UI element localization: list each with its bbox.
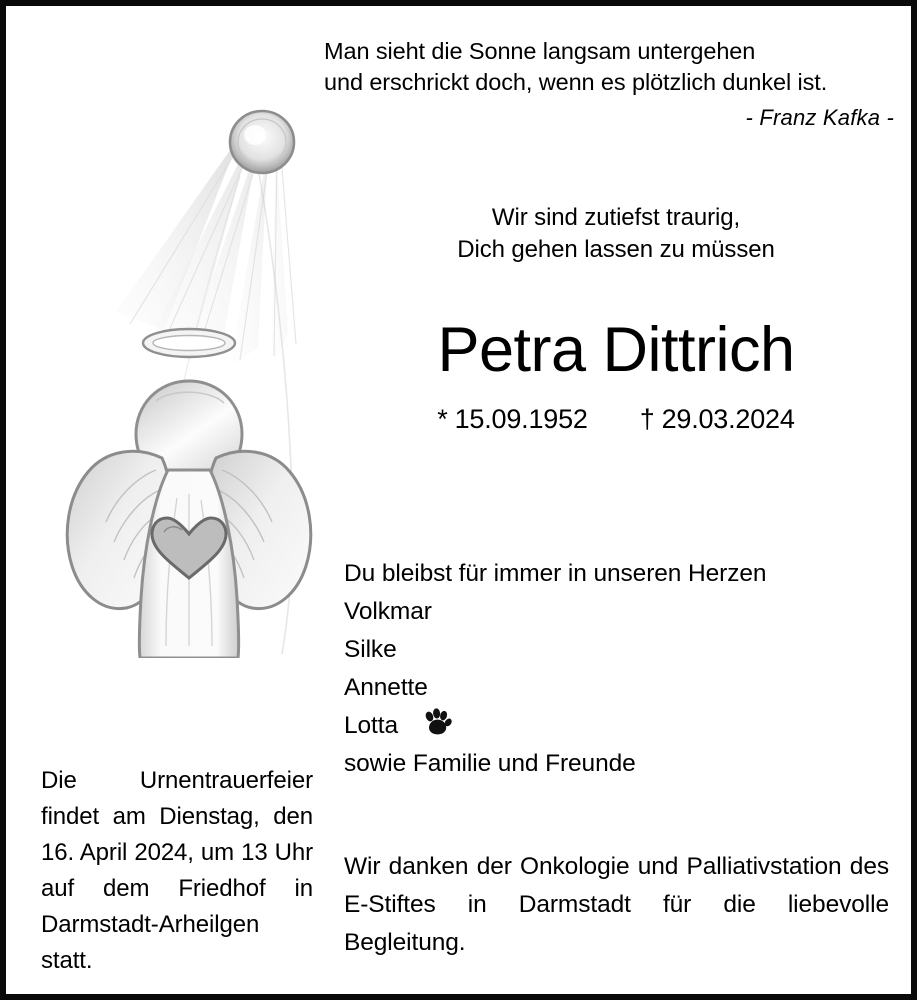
sorrow-line-1: Wir sind zutiefst traurig, — [491, 204, 741, 231]
sorrow-block — [336, 202, 896, 266]
halo-icon — [143, 329, 235, 357]
family-name-annette: Annette — [344, 674, 428, 701]
birth-star-icon: * — [437, 404, 448, 434]
quote-block — [324, 36, 894, 133]
quote-line-1: Man sieht die Sonne langsam untergehen — [324, 38, 756, 64]
sorrow-line-2: Dich gehen lassen zu müssen — [457, 236, 775, 263]
family-intro-line: Du bleibst für immer in unseren Herzen — [344, 560, 767, 587]
family-closing-line: sowie Familie und Freunde — [344, 750, 636, 777]
family-name-volkmar: Volkmar — [344, 598, 432, 625]
birth-date-item — [437, 402, 587, 436]
quote-line-2: und erschrickt doch, wenn es plötzlich dunkel ist. — [324, 69, 828, 95]
family-name-lotta-row — [344, 707, 889, 745]
family-name-silke: Silke — [344, 636, 397, 663]
family-block — [344, 555, 889, 783]
death-date-item — [640, 402, 795, 436]
thanks-text: Wir danken der Onkologie und Palliativstation des E-Stiftes in Darmstadt für die liebevolle Begleitung. — [344, 853, 889, 956]
deceased-name: Petra Dittrich — [437, 315, 795, 385]
death-cross-icon: † — [639, 404, 655, 434]
deceased-dates — [336, 402, 896, 436]
birth-date-value: 15.09.1952 — [454, 404, 588, 434]
angel-illustration — [44, 98, 329, 658]
deceased-name-block — [336, 314, 896, 386]
paw-print-icon — [422, 708, 452, 736]
quote-attribution: - Franz Kafka - — [745, 105, 894, 130]
sun-orb-icon — [230, 111, 294, 173]
funeral-details: Die Urnentrauerfeier findet am Dienstag, den 16. April 2024, um 13 Uhr auf dem Friedhof in Darmstadt-Arheilgen statt. — [41, 767, 313, 974]
death-date-value: 29.03.2024 — [661, 404, 795, 434]
family-name-lotta: Lotta — [344, 712, 398, 739]
